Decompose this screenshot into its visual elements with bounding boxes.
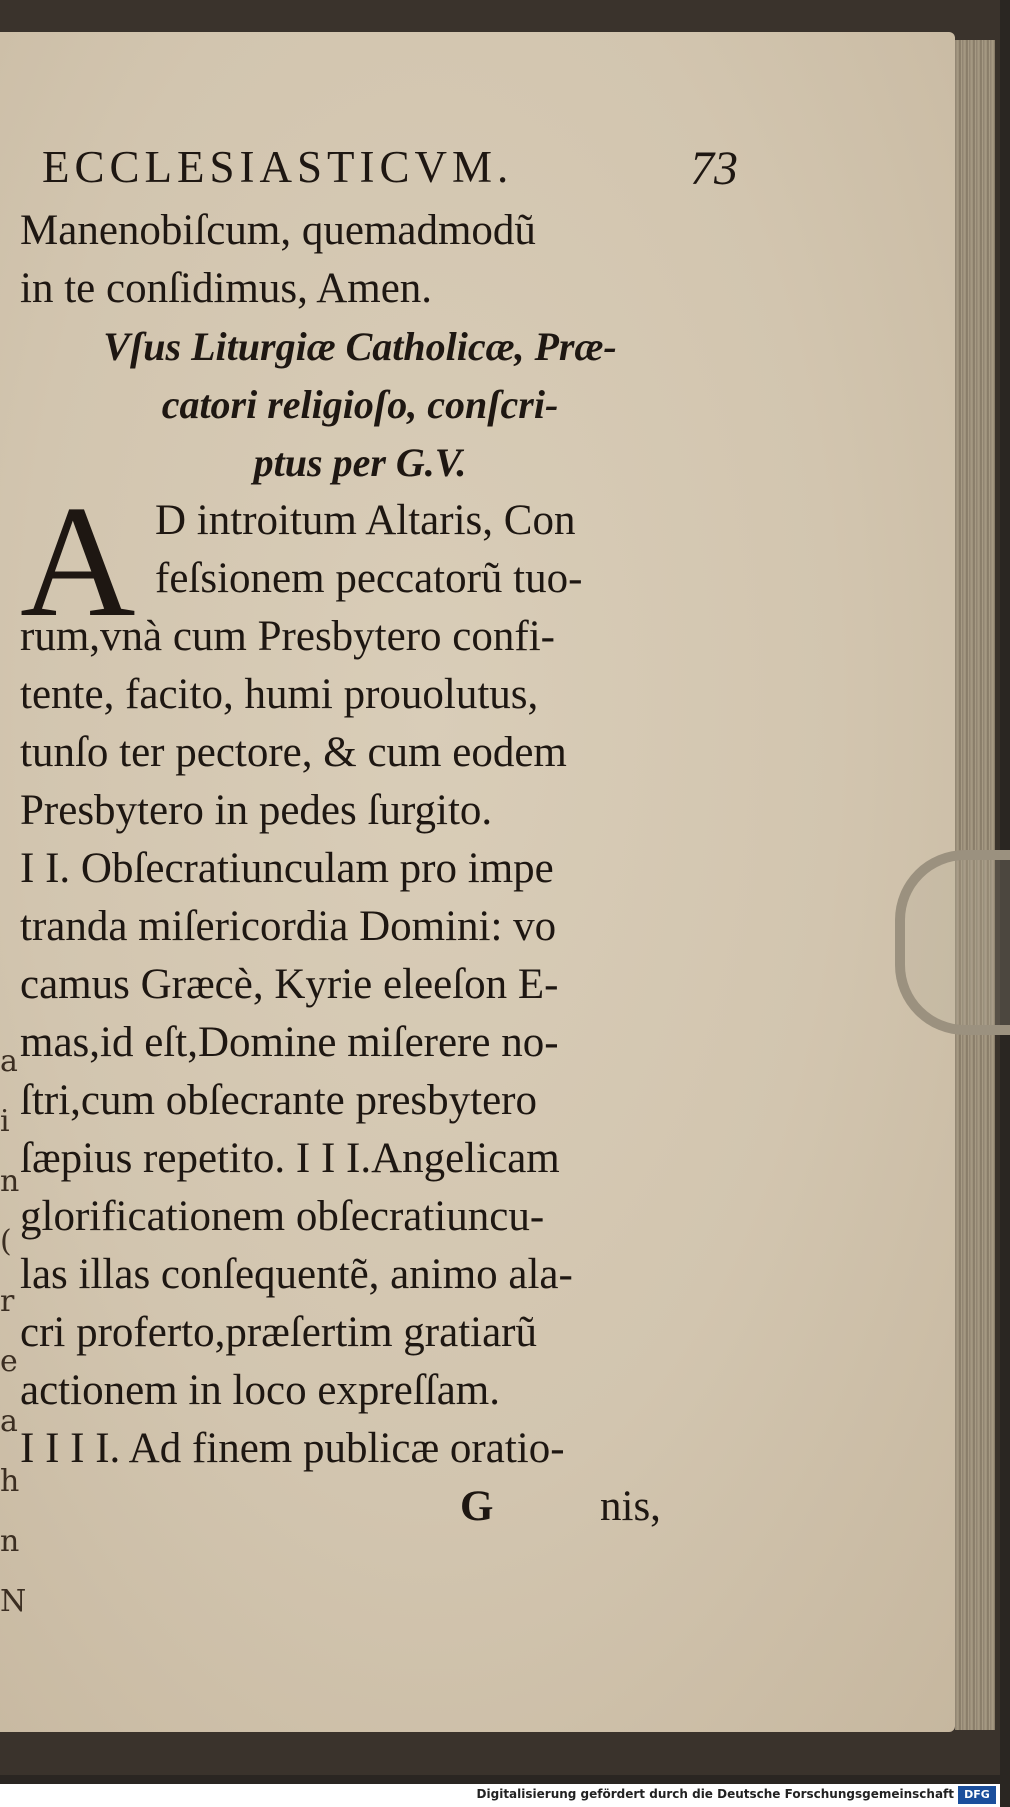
margin-fragment: N — [0, 1584, 23, 1619]
margin-fragment: n — [0, 1524, 16, 1559]
margin-fragment: n — [0, 1164, 16, 1199]
text-line: I I. Obſecratiunculam pro impe — [20, 845, 554, 892]
text-line: Presbytero in pedes ſurgito. — [20, 787, 493, 834]
running-title: ECCLESIASTICVM. — [42, 142, 514, 192]
margin-fragment: r — [0, 1284, 11, 1319]
dfg-logo: DFG — [958, 1786, 996, 1804]
text-line: rum,vnà cum Presbytero confi- — [20, 613, 555, 660]
text-line: las illas conſequentẽ, animo ala- — [20, 1251, 573, 1298]
text-line: camus Græcè, Kyrie eleeſon E- — [20, 961, 559, 1008]
text-line: ſtri,cum obſecrante presbytero — [20, 1077, 537, 1124]
margin-fragment: ( — [0, 1224, 8, 1259]
margin-fragment: a — [0, 1044, 14, 1079]
digitization-footer — [0, 1784, 1000, 1807]
drop-cap: A — [20, 472, 136, 650]
text-line: cri proferto,præſertim gratiarũ — [20, 1309, 537, 1356]
text-line: D introitum Altaris, Con — [155, 497, 576, 544]
page-header — [20, 138, 738, 202]
text-line: tunſo ter pectore, & cum eodem — [20, 729, 567, 776]
page-bottom-line — [20, 1478, 700, 1536]
previous-page-margin — [0, 1032, 23, 1619]
section-heading-line: ptus per G.V. — [253, 440, 467, 485]
text-line: I I I I. Ad finem publicæ oratio- — [20, 1425, 565, 1472]
margin-fragment: e — [0, 1344, 14, 1379]
text-line: tente, facito, humi prouolutus, — [20, 671, 539, 718]
page-text — [20, 138, 738, 1536]
page-number: 73 — [690, 142, 738, 195]
text-line: mas,id eſt,Domine miſerere no- — [20, 1019, 559, 1066]
book-clip — [895, 850, 1010, 1035]
text-line: Manenobiſcum, quemadmodũ — [20, 207, 536, 254]
catchword: nis, — [600, 1483, 661, 1530]
text-line: in te conſidimus, Amen. — [20, 265, 433, 312]
margin-fragment: h — [0, 1464, 16, 1499]
section-heading-line: catori religioſo, conſcri- — [161, 382, 559, 427]
text-line: tranda miſericordia Domini: vo — [20, 903, 557, 950]
signature-mark: G — [460, 1483, 494, 1530]
section-heading-line: Vſus Liturgiæ Catholicæ, Præ- — [103, 324, 617, 369]
text-line: ſæpius repetito. I I I.Angelicam — [20, 1135, 560, 1182]
text-line: feſsionem peccatorũ tuo- — [155, 555, 583, 602]
funding-credit: Digitalisierung gefördert durch die Deutsche Forschungsgemeinschaft — [476, 1787, 954, 1801]
margin-fragment: a — [0, 1404, 14, 1439]
text-line: actionem in loco expreſſam. — [20, 1367, 500, 1414]
text-line: glorificationem obſecratiuncu- — [20, 1193, 545, 1240]
margin-fragment: i — [0, 1104, 6, 1139]
